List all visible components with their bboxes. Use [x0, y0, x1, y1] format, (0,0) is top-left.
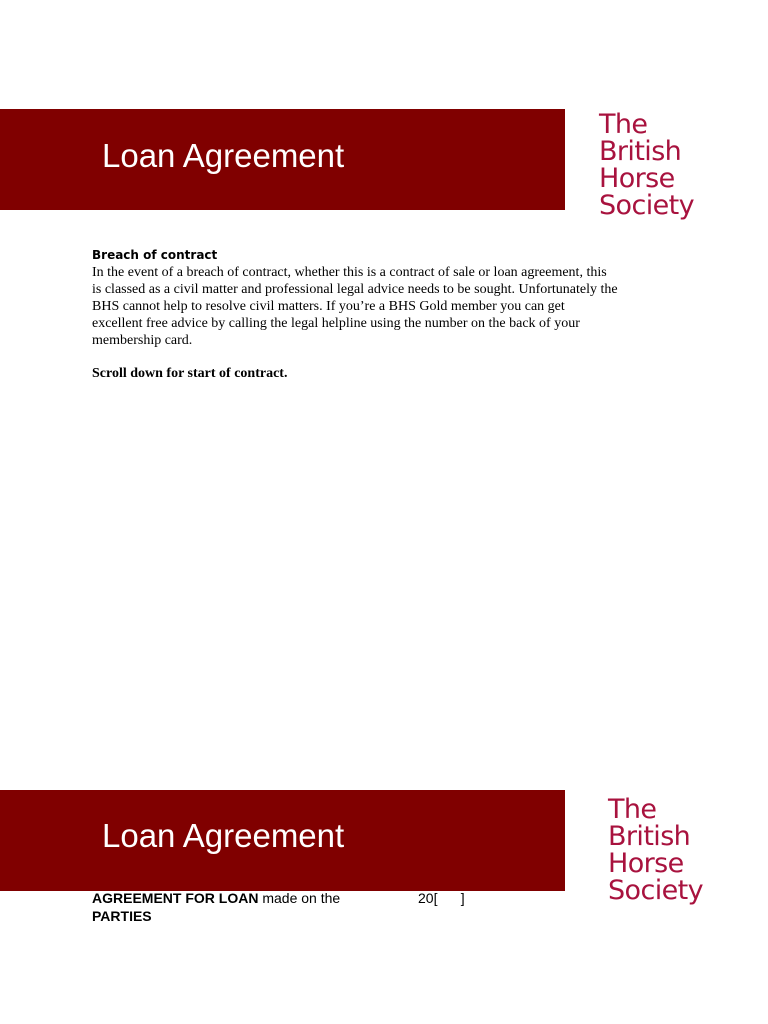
breach-line: is classed as a civil matter and professional legal advice needs to be sought. Unfortunately the	[92, 282, 618, 297]
bhs-logo	[599, 111, 694, 219]
logo-line-3: Horse	[608, 848, 684, 879]
date-placeholder[interactable]: 20[ ]	[418, 890, 465, 906]
breach-line: BHS cannot help to resolve civil matters. If you’re a BHS Gold member you can get	[92, 299, 565, 314]
logo-line-2: British	[608, 821, 691, 852]
logo-line-2: British	[599, 136, 682, 167]
scroll-note: Scroll down for start of contract.	[92, 366, 288, 381]
breach-line: In the event of a breach of contract, whether this is a contract of sale or loan agreement, this	[92, 265, 607, 280]
logo-line-1: The	[608, 794, 657, 825]
logo-line-4: Society	[599, 190, 694, 221]
agreement-lead-rest: made on the	[258, 890, 341, 906]
document-title-page-2: Loan Agreement	[102, 817, 345, 854]
agreement-lead-bold: AGREEMENT FOR LOAN	[92, 890, 259, 906]
breach-paragraph	[92, 264, 692, 349]
breach-heading: Breach of contract	[92, 248, 218, 262]
logo-line-4: Society	[608, 875, 703, 906]
logo-line-1: The	[599, 109, 648, 140]
bhs-logo-page-2	[608, 796, 703, 904]
document-title: Loan Agreement	[102, 137, 345, 174]
breach-line: excellent free advice by calling the legal helpline using the number on the back of your	[92, 316, 580, 331]
breach-line: membership card.	[92, 333, 193, 348]
logo-line-3: Horse	[599, 163, 675, 194]
agreement-line	[92, 890, 340, 906]
parties-label: PARTIES	[92, 908, 152, 924]
